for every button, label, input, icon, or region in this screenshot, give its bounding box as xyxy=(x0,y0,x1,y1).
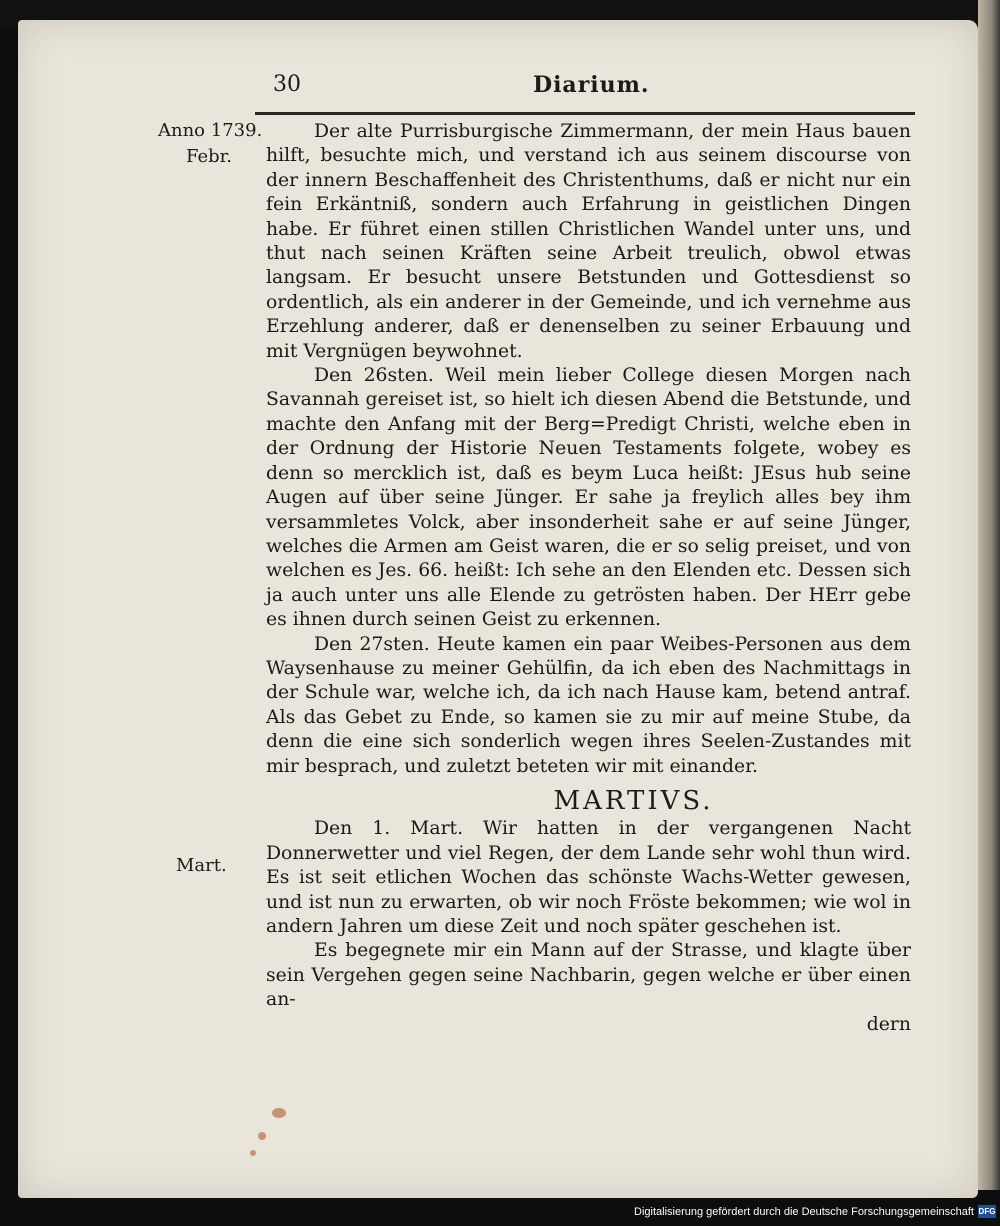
running-head: Diarium. xyxy=(533,72,650,98)
header-rule xyxy=(255,112,915,115)
page-edge xyxy=(978,0,1000,1190)
section-title: MARTIVS. xyxy=(553,785,714,816)
paragraph-carpenter: Der alte Purrisburgische Zimmermann, der mein Haus bauen hilft, besuchte mich, und verstand ich aus seinem discourse von der innern Beschaffenheit des Christenthums, daß er nicht nur ein fein Erkäntniß, sondern auch Erfahrung in geistlichen Dingen habe. Er führet einen stillen Christlichen Wandel unter uns, und thut nach seinen Kräften seine Arbeit treulich, obwol etwas langsam. Er besucht unsere Betstunden und Gottesdienst so ordentlich, als ein anderer in der Gemeinde, und ich vernehme aus Erzehlung anderer, daß er denenselben zu seiner Erbauung und mit Vergnügen beywohnet. xyxy=(266,121,911,362)
margin-note-march: Mart. xyxy=(176,855,227,876)
body-text xyxy=(266,120,911,1037)
foxing-stain xyxy=(250,1150,256,1156)
catchword: dern xyxy=(866,1013,911,1035)
dfg-logo: DFG xyxy=(978,1207,996,1216)
paragraph-27th: Den 27sten. Heute kamen ein paar Weibes-Personen aus dem Waysenhause zu meiner Gehülfin, da ich eben des Nachmittags in der Schule war, welche ich, da ich nach Hause kam, betend antraf. Als das Gebet zu Ende, so kamen sie zu mir auf meine Stube, da denn die eine sich sonderlich wegen ihres Seelen-Zustandes mit mir besprach, und zuletzt beteten wir mit einander. xyxy=(266,633,911,777)
foxing-stain xyxy=(258,1132,266,1140)
paragraph-man-on-street: Es begegnete mir ein Mann auf der Strasse, und klagte über sein Vergehen gegen seine Nachbarin, gegen welche er über einen an- xyxy=(266,940,911,1011)
paragraph-1st-march: Den 1. Mart. Wir hatten in der vergangenen Nacht Donnerwetter und viel Regen, der dem Lande sehr wohl thun wird. Es ist seit etlichen Wochen das schönste Wachs-Wetter gewesen, und ist nun zu erwarten, ob wir noch Fröste bekommen; wie wol in andern Jahren um diese Zeit und noch später geschehen ist. xyxy=(266,818,911,937)
page-header xyxy=(255,72,915,102)
page-number: 30 xyxy=(273,72,301,97)
paragraph-26th: Den 26sten. Weil mein lieber College diesen Morgen nach Savannah gereiset ist, so hielt ich diesen Abend die Betstunde, und machte den Anfang mit der Berg=Predigt Christi, welche eben in der Ordnung der Historie Neuen Testaments folgete, wobey es denn so mercklich ist, daß es beym Luca heißt: JEsus hub seine Augen auf über seine Jünger. Er sahe ja freylich alles bey ihm versammletes Volck, aber insonderheit sahe er auf seine Jünger, welches die Armen am Geist waren, die er so selig preiset, und von welchen es Jes. 66. heißt: Ich sehe an den Elenden etc. Dessen sich ja auch unter uns alle Elende zu getrösten haben. Der HErr gebe es ihnen durch seinen Geist zu erkennen. xyxy=(266,365,911,631)
margin-note-february: Febr. xyxy=(186,146,233,167)
viewer-footer xyxy=(0,1200,1000,1226)
foxing-stain xyxy=(272,1108,286,1118)
margin-note-year: Anno 1739. xyxy=(158,120,263,141)
funding-credit: Digitalisierung gefördert durch die Deutsche Forschungsgemeinschaft xyxy=(634,1206,974,1218)
